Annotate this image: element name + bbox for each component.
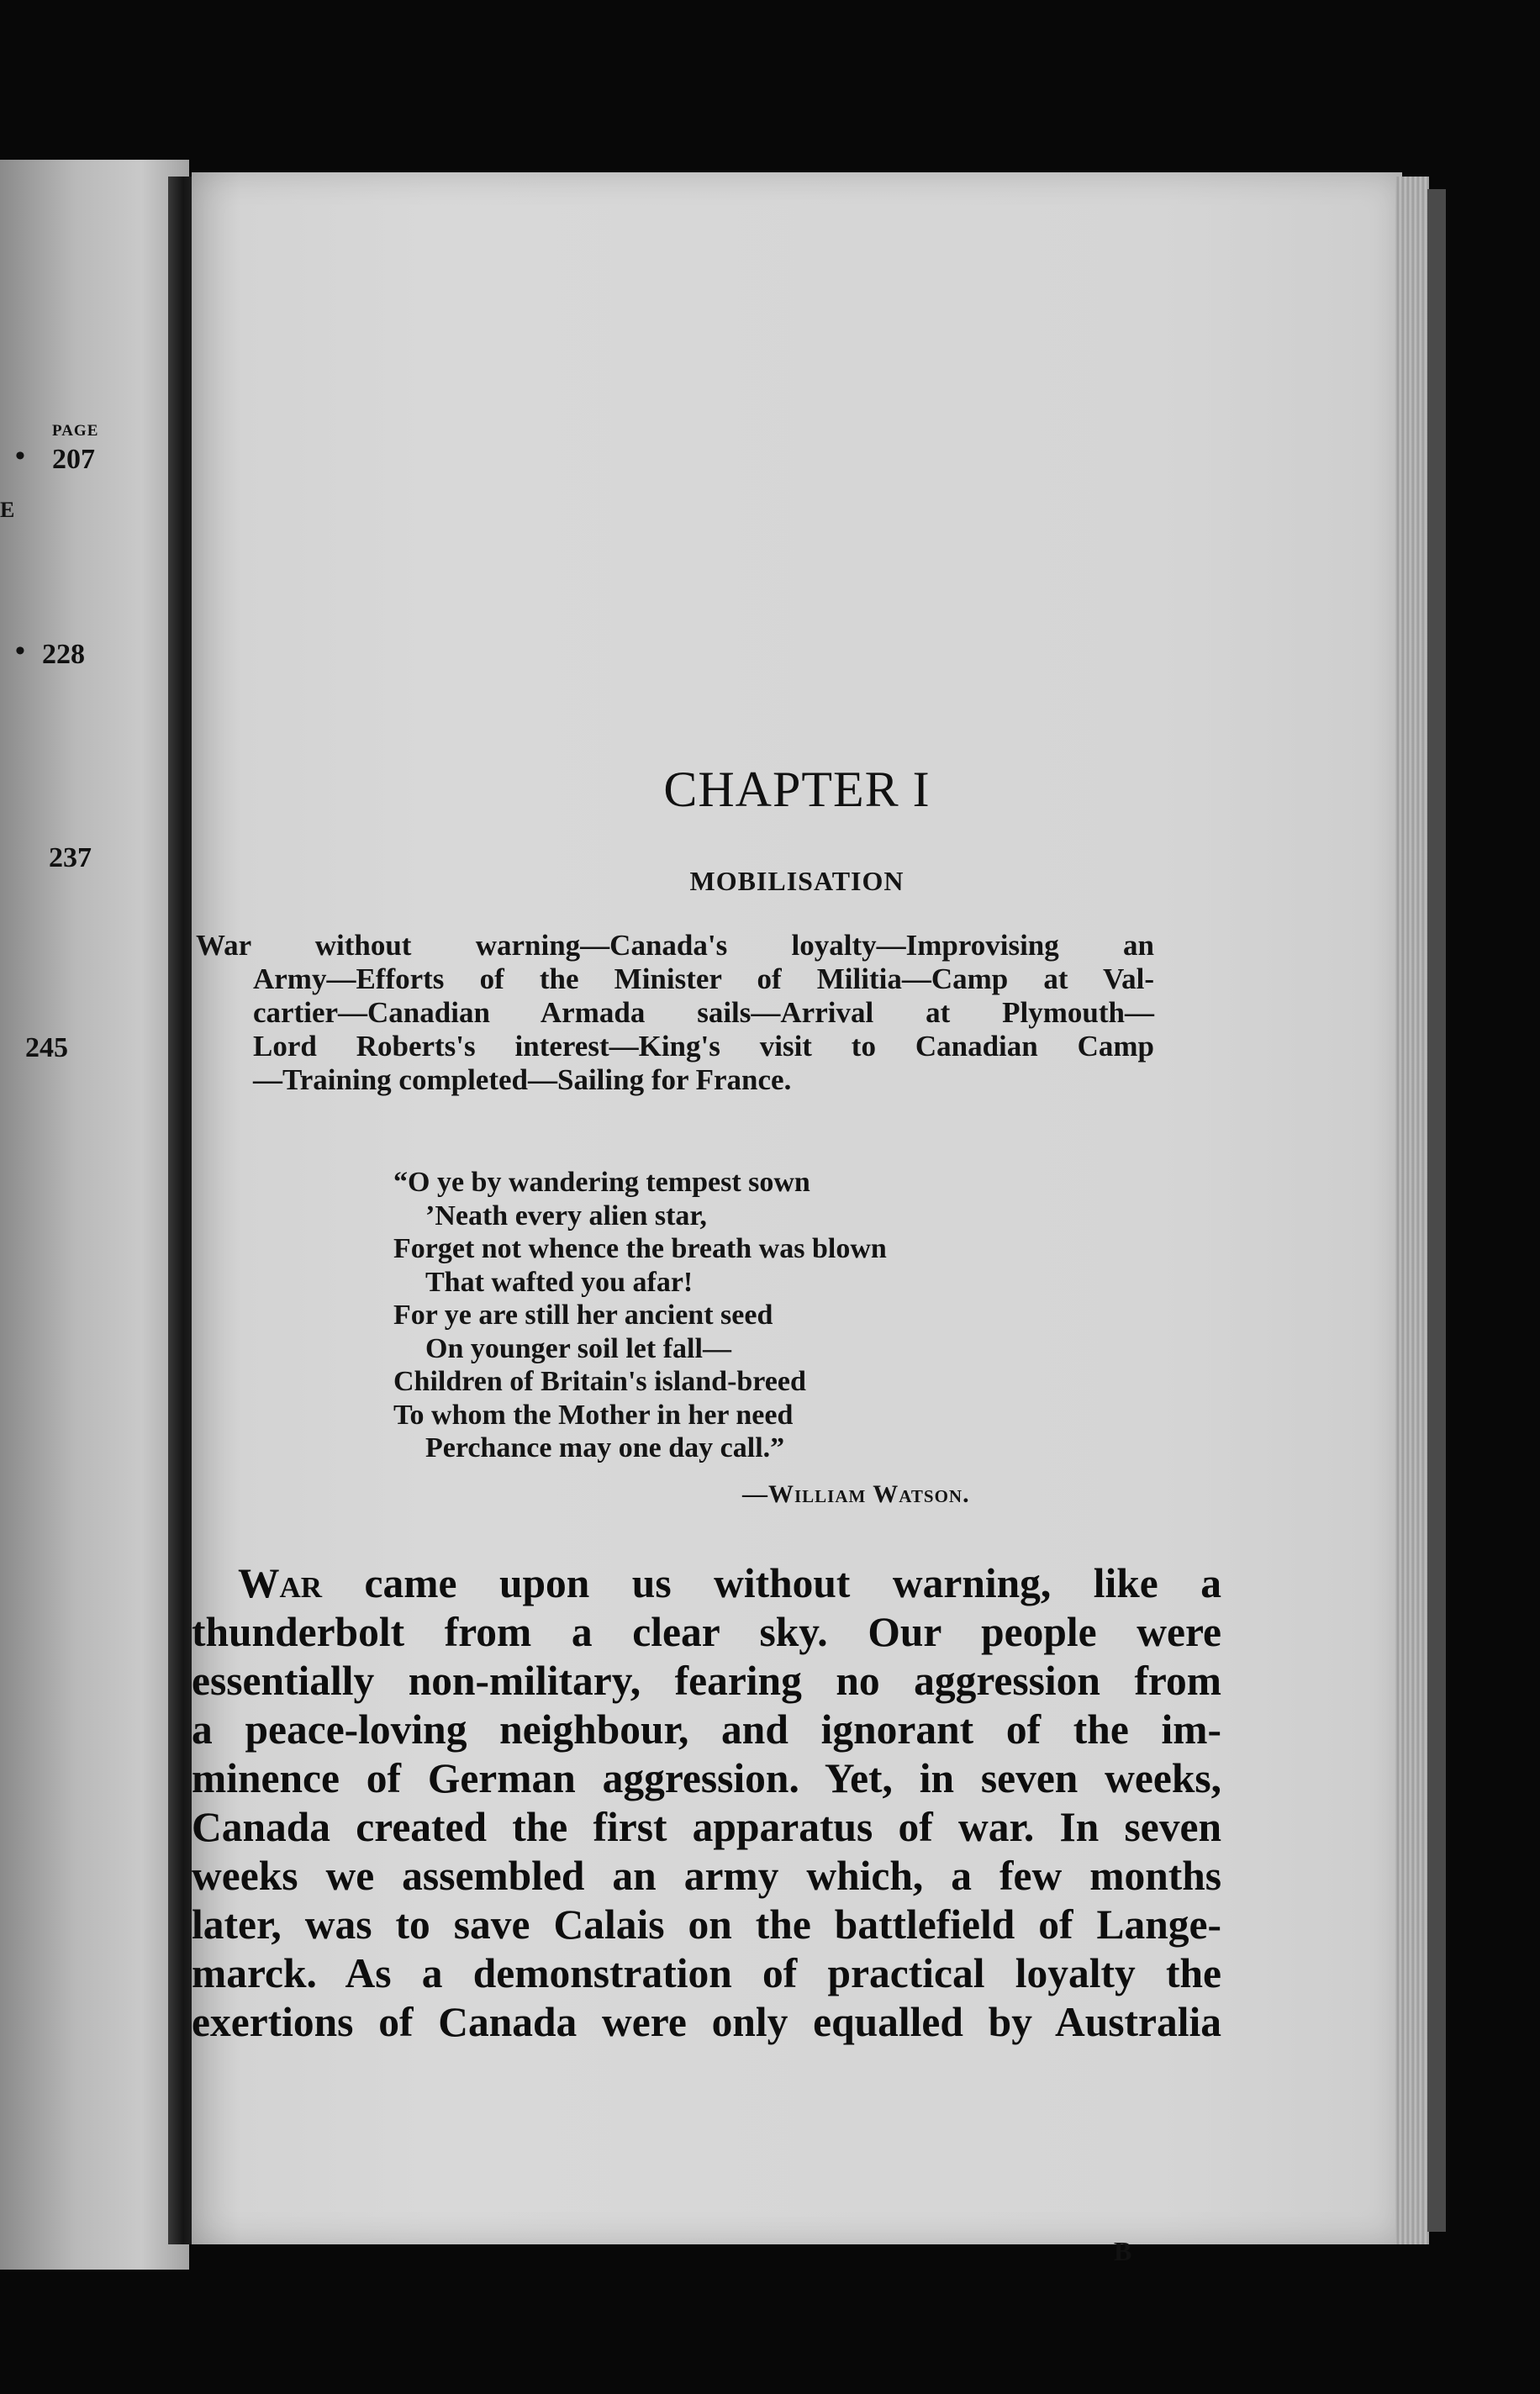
body-paragraph bbox=[192, 1559, 1221, 2047]
poem-line: That wafted you afar! bbox=[425, 1266, 694, 1298]
toc-leader-dot: • bbox=[15, 635, 25, 667]
chapter-title: CHAPTER I bbox=[663, 762, 931, 817]
toc-page-column-label: PAGE bbox=[52, 422, 99, 440]
chapter-subtitle: MOBILISATION bbox=[689, 866, 904, 896]
chapter-synopsis bbox=[196, 929, 1154, 1097]
main-page bbox=[192, 172, 1402, 2266]
toc-leader-dot: • bbox=[15, 440, 25, 472]
poem-line: “O ye by wandering tempest sown bbox=[393, 1167, 810, 1198]
body-line: marck. As a demonstration of practical loyalty the bbox=[192, 1950, 1221, 1996]
toc-page-number: 207 bbox=[52, 444, 95, 475]
poem-line: Perchance may one day call.” bbox=[425, 1432, 785, 1463]
toc-text-fragment: E bbox=[0, 498, 15, 522]
poem-line: On younger soil let fall— bbox=[425, 1332, 731, 1364]
body-line: exertions of Canada were only equalled by Australia bbox=[192, 1999, 1221, 2045]
toc-page-number: 237 bbox=[49, 842, 92, 873]
body-line-text: came upon us without warning, like a bbox=[322, 1560, 1221, 1606]
synopsis-line: —Training completed—Sailing for France. bbox=[253, 1063, 792, 1096]
book-cover-edge bbox=[1427, 189, 1446, 2232]
synopsis-line: cartier—Canadian Armada sails—Arrival at Plymouth— bbox=[253, 996, 1154, 1029]
synopsis-line: Army—Efforts of the Minister of Militia—Camp at Val- bbox=[253, 962, 1154, 995]
body-line: a peace-loving neighbour, and ignorant of the im- bbox=[192, 1706, 1221, 1753]
body-line: thunderbolt from a clear sky. Our people were bbox=[192, 1609, 1221, 1655]
poem-line: ’Neath every alien star, bbox=[425, 1200, 707, 1231]
page-content bbox=[192, 172, 1402, 2266]
epigraph-poem bbox=[393, 1166, 982, 1465]
body-line: minence of German aggression. Yet, in seven weeks, bbox=[192, 1755, 1221, 1801]
poem-line: Forget not whence the breath was blown bbox=[393, 1233, 887, 1264]
body-line: Canada created the first apparatus of war. In seven bbox=[192, 1804, 1221, 1850]
poem-line: Children of Britain's island-breed bbox=[393, 1366, 806, 1397]
toc-page-number: 245 bbox=[25, 1032, 68, 1063]
printer-signature-mark: B bbox=[1114, 2236, 1132, 2266]
poem-line: For ye are still her ancient seed bbox=[393, 1300, 773, 1331]
poem-attribution: —William Watson. bbox=[742, 1480, 970, 1508]
body-line: later, was to save Calais on the battlefield of Lange- bbox=[192, 1901, 1221, 1948]
toc-page-number: 228 bbox=[42, 639, 85, 670]
body-line: essentially non-military, fearing no aggression from bbox=[192, 1658, 1221, 1704]
synopsis-line: War without warning—Canada's loyalty—Improvising an bbox=[196, 929, 1154, 962]
poem-line: To whom the Mother in her need bbox=[393, 1399, 794, 1431]
body-line bbox=[192, 1559, 1221, 1608]
page-edge-stack bbox=[1395, 177, 1429, 2244]
facing-page-left bbox=[0, 160, 189, 2270]
drop-word: War bbox=[238, 1560, 323, 1606]
body-line: weeks we assembled an army which, a few months bbox=[192, 1853, 1221, 1899]
synopsis-line: Lord Roberts's interest—King's visit to Canadian Camp bbox=[253, 1030, 1154, 1063]
